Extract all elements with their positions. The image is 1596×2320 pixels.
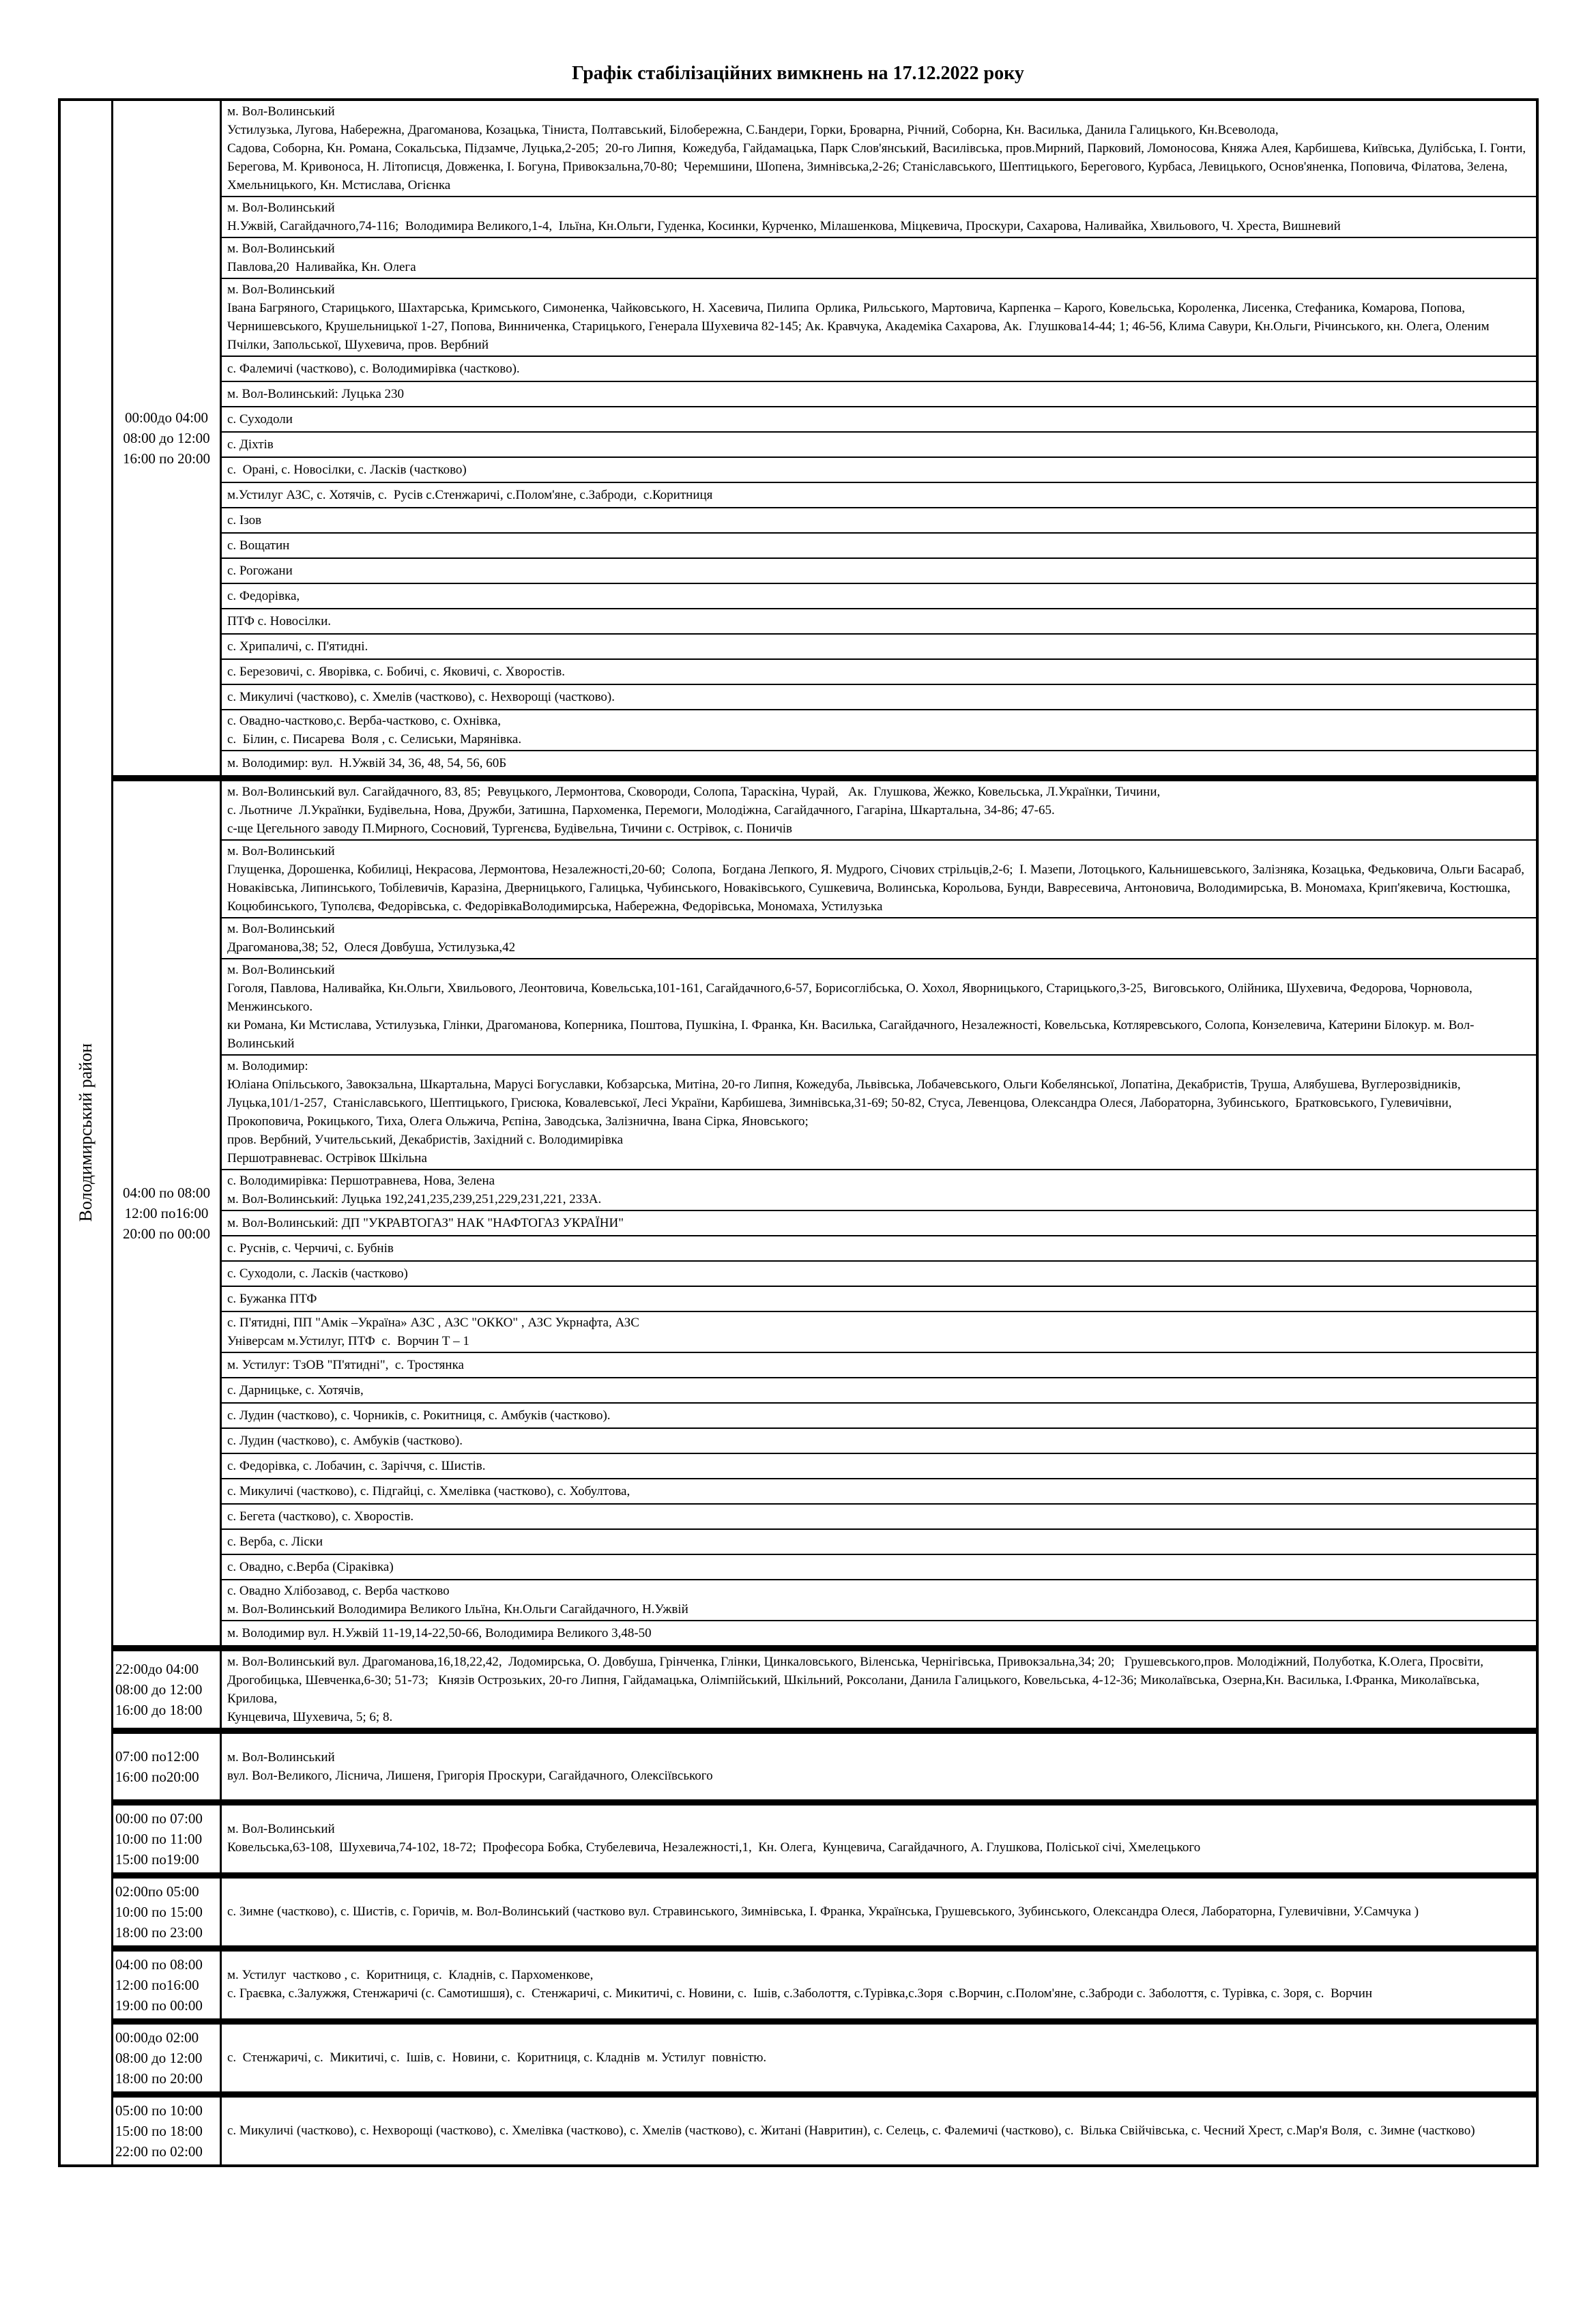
time-slot: 15:00 по19:00	[115, 1851, 199, 1868]
content-line: Гоголя, Павлова, Наливайка, Кн.Ольги, Хвильового, Леонтовича, Ковельська,101-161, Сагайдачного,6-57, Борисоглібська, О. Хохол, Яворницького, Старицького,3-25, Виговського, Олійника, Шухевича, Федорова, Чорновола,	[227, 981, 1472, 996]
content-row	[222, 482, 1536, 507]
content-line: пров. Вербний, Учительський, Декабристів, Західний с. Володимирівка	[227, 1133, 624, 1147]
content-line: Волинський	[227, 1036, 295, 1051]
content-line: с. Дарницьке, с. Хотячів,	[227, 1383, 364, 1397]
content-line: м. Вол-Волинський вул. Драгоманова,16,18,22,42, Лодомирська, О. Довбуша, Грінченка, Глінки, Цинкаловського, Віленська, Чернігівська, Привокзальна,34; 20; Грушевського,пров. Молодіжний, Полуботка, К.Олега, Просвіти,	[227, 1655, 1484, 1669]
content-line: с. Овадно-частково,с. Верба-частково, с. Охнівка,	[227, 714, 502, 728]
content-line: ПТФ с. Новосілки.	[227, 614, 331, 628]
time-cell	[113, 2025, 222, 2091]
time-cell	[113, 2098, 222, 2164]
content-line: ки Романа, Ки Мстислава, Устилузька, Глінки, Драгоманова, Коперника, Поштова, Пушкіна, І. Франка, Кн. Василька, Сагайдачного, Незалежності, Ковельська, Котляревського, Солопа, Конзелевича, Катерини Білокур. м. Вол-	[227, 1018, 1475, 1032]
time-slot: 05:00 по 10:00	[115, 2102, 203, 2119]
content-rows	[222, 101, 1536, 775]
schedule-table	[58, 98, 1539, 2167]
content-line: Дрогобицька, Шевченка,6-30; 51-73; Князів Острозьких, 20-го Липня, Гайдамацька, Олімпійський, Шкільний, Роксолани, Данила Галицького, Ковельська, 4-12-36; Миколаївська, Озерна,Кн. Василька, І.Франка, Миколаївська, Крилова,	[227, 1673, 1483, 1706]
content-line: Прокоповича, Рокицького, Тиха, Олега Ольжича, Рєпіна, Заводська, Залізнична, Івана Сірка, Яновського;	[227, 1114, 809, 1129]
content-rows	[222, 1806, 1536, 1872]
content-rows	[222, 2025, 1536, 2091]
time-slot: 08:00 до 12:00	[123, 430, 210, 446]
content-row	[222, 658, 1536, 684]
outage-group	[113, 2018, 1536, 2091]
content-row	[222, 1377, 1536, 1402]
content-row	[222, 196, 1536, 237]
content-row	[222, 1453, 1536, 1478]
content-line: с. Верба, с. Ліски	[227, 1535, 323, 1549]
outage-group	[113, 775, 1536, 1645]
content-row	[222, 1054, 1536, 1169]
content-row	[222, 2098, 1536, 2163]
outage-group	[113, 1945, 1536, 2018]
time-slot: 18:00 по 20:00	[115, 2070, 203, 2087]
content-line: с. Руснів, с. Черчичі, с. Бубнів	[227, 1241, 394, 1256]
time-slot: 16:00 по 20:00	[123, 450, 210, 467]
content-line: с. Бегета (частково), с. Хворостів.	[227, 1509, 414, 1524]
content-row	[222, 1806, 1536, 1871]
content-row	[222, 1311, 1536, 1352]
content-row	[222, 431, 1536, 456]
content-rows	[222, 1651, 1536, 1728]
outage-groups	[113, 101, 1536, 2164]
content-line: м. Устилуг: ТзОВ "П'ятидні", с. Тростянка	[227, 1358, 464, 1372]
outage-group	[113, 1728, 1536, 1799]
content-line: м. Вол-Волинський: Луцька 192,241,235,239,251,229,231,221, 233А.	[227, 1192, 602, 1206]
content-line: м. Вол-Волинський	[227, 922, 335, 936]
outage-group	[113, 101, 1536, 775]
content-line: м. Вол-Волинський	[227, 844, 335, 858]
content-row	[222, 1169, 1536, 1210]
content-line: с. Березовичі, с. Яворівка, с. Бобичі, с. Яковичі, с. Хворостів.	[227, 665, 565, 679]
content-row	[222, 1478, 1536, 1503]
content-row	[222, 958, 1536, 1054]
content-rows	[222, 2098, 1536, 2164]
content-line: с. Микуличі (частково), с. Підгайці, с. Хмелівка (частково), с. Хобултова,	[227, 1484, 630, 1498]
content-line: с. Микуличі (частково), с. Хмелів (частково), с. Нехворощі (частково).	[227, 690, 615, 704]
content-row	[222, 381, 1536, 406]
content-row	[222, 1427, 1536, 1453]
content-line: с. Суходоли, с. Ласків (частково)	[227, 1266, 408, 1281]
content-line: Новаківська, Липинського, Тобілевичів, Каразіна, Дверницького, Галицька, Чубинського, Новаківського, Сушкевича, Волинська, Корольова, Бунди, Вавресевича, Антоновича, Володимирська, В. Мономаха, Крип'якевича, Костюшка,	[227, 881, 1511, 895]
time-slot: 04:00 по 08:00	[123, 1185, 210, 1201]
time-cell	[113, 1879, 222, 1945]
content-line: Універсам м.Устилуг, ПТФ с. Ворчин Т – 1	[227, 1334, 469, 1348]
content-row	[222, 1286, 1536, 1311]
content-line: с. Діхтів	[227, 437, 274, 452]
content-line: с. Хрипаличі, с. П'ятидні.	[227, 639, 368, 654]
content-row	[222, 781, 1536, 839]
page-title: Графік стабілізаційних вимкнень на 17.12.2022 року	[572, 63, 1024, 84]
content-line: Драгоманова,38; 52, Олеся Довбуша, Устилузька,42	[227, 940, 516, 955]
content-row	[222, 532, 1536, 557]
content-row	[222, 1260, 1536, 1286]
time-slot: 10:00 по 11:00	[115, 1831, 203, 1847]
time-slot: 00:00 по 07:00	[115, 1810, 203, 1827]
content-line: с. Граєвка, с.Залужжя, Стенжаричі (с. Самотишшя), с. Стенжаричі, с. Микитичі, с. Новини, с. Ішів, с.Заболоття, с.Турівка,с.Зоря с.Ворчин, с.Полом'яне, с.Заброди с. Заболоття, с. Турівка, с. Зоря, с. Ворчин	[227, 1986, 1373, 2001]
content-row	[222, 507, 1536, 532]
content-row	[222, 1235, 1536, 1260]
time-slot: 02:00по 05:00	[115, 1883, 199, 1900]
time-slot: 04:00 по 08:00	[115, 1956, 203, 1973]
content-row	[222, 1579, 1536, 1620]
time-cell	[113, 1806, 222, 1872]
content-line: с-ще Цегельного заводу П.Мирного, Сосновий, Тургенєва, Будівельна, Тичини с. Острівок, с. Поничів	[227, 822, 793, 836]
content-rows	[222, 781, 1536, 1645]
content-row	[222, 2025, 1536, 2090]
content-row	[222, 917, 1536, 958]
time-slot: 22:00 по 02:00	[115, 2143, 203, 2160]
time-slot: 08:00 до 12:00	[115, 1681, 203, 1698]
content-line: с. Зимне (частково), с. Шистів, с. Горичів, м. Вол-Волинський (частково вул. Стравинського, Зимнівська, І. Франка, Українська, Грушевського, Зубинського, Олександра Олеся, Лабораторна, Гулевичівни, У.Самчука )	[227, 1904, 1419, 1919]
content-row	[222, 1734, 1536, 1799]
content-row	[222, 1620, 1536, 1645]
time-slot: 10:00 по 15:00	[115, 1904, 203, 1920]
content-row	[222, 1402, 1536, 1427]
time-slot: 12:00 по16:00	[115, 1977, 199, 1993]
content-line: м. Вол-Волинський	[227, 282, 335, 297]
outage-group	[113, 2091, 1536, 2164]
content-line: м. Вол-Волинський	[227, 1822, 335, 1836]
content-row	[222, 633, 1536, 658]
time-slot: 16:00 до 18:00	[115, 1702, 203, 1718]
time-slot: 12:00 по16:00	[124, 1205, 209, 1221]
content-line: с. Білин, с. Писарева Воля , с. Селиськи, Марянівка.	[227, 732, 522, 746]
content-line: м. Вол-Волинський	[227, 242, 335, 256]
content-line: м.Устилуг АЗС, с. Хотячів, с. Русів с.Стенжаричі, с.Полом'яне, с.Заброди, с.Коритниця	[227, 488, 713, 502]
time-cell	[113, 1952, 222, 2018]
content-row	[222, 1503, 1536, 1528]
content-row	[222, 1879, 1536, 1944]
content-line: м. Устилуг частково , с. Коритниця, с. Кладнів, с. Пархоменкове,	[227, 1968, 594, 1982]
time-slot: 08:00 до 12:00	[115, 2050, 203, 2066]
content-line: Павлова,20 Наливайка, Кн. Олега	[227, 260, 416, 274]
content-line: Устилузька, Лугова, Набережна, Драгоманова, Козацька, Тіниста, Полтавський, Білобережна, С.Бандери, Горки, Броварна, Річний, Соборна, Кн. Василька, Данила Галицького, Кн.Всеволода,	[227, 123, 1279, 137]
content-line: м. Вол-Волинський: ДП "УКРАВТОГАЗ" НАК "НАФТОГАЗ УКРАЇНИ"	[227, 1216, 624, 1230]
content-line: м. Вол-Волинський	[227, 1750, 335, 1765]
content-line: с. Федорівка,	[227, 589, 300, 603]
content-line: м. Володимир:	[227, 1059, 308, 1073]
time-cell	[113, 101, 222, 775]
content-line: Берегова, М. Кривоноса, Н. Літописця, Довженка, І. Богуна, Привокзальна,70-80; Черемшини, Шопена, Зимнівська,2-26; Станіславського, Шептицького, Берегового, Курбаса, Левицького, Основ'яненка, Поповича, Філатова, Зелена,	[227, 160, 1508, 174]
content-line: Н.Ужвій, Сагайдачного,74-116; Володимира Великого,1-4, Ільїна, Кн.Ольги, Гуденка, Косинки, Курченко, Мілашенкова, Міцкевича, Проскури, Сахарова, Наливайка, Хвильового, Ч. Хреста, Вишневий	[227, 219, 1341, 233]
content-line: Юліана Опільського, Завокзальна, Шкартальна, Марусі Богуславки, Кобзарська, Митіна, 20-го Липня, Кожедуба, Львівська, Лобачевського, Ольги Кобелянської, Лопатіна, Декабристів, Труша, Алябушева, Вуглерозвідників,	[227, 1077, 1461, 1092]
content-line: м. Вол-Волинський Володимира Великого Ільїна, Кн.Ольги Сагайдачного, Н.Ужвій	[227, 1602, 688, 1616]
content-line: с. Лудин (частково), с. Амбуків (частково).	[227, 1434, 463, 1448]
content-line: с. Стенжаричі, с. Микитичі, с. Ішів, с. Новини, с. Коритниця, с. Кладнів м. Устилуг повністю.	[227, 2050, 767, 2065]
content-row	[222, 750, 1536, 775]
content-line: с. Микуличі (частково), с. Нехворощі (частково), с. Хмелівка (частково), с. Хмелів (частково), с. Житані (Навритин), с. Селець, с. Фалемичі (частково), с. Вілька Свійчівська, с. Чесний Хрест, с.Мар'я Воля, с. Зимне (частково)	[227, 2123, 1475, 2138]
content-line: м. Вол-Волинський	[227, 104, 335, 119]
content-line: Луцька,101/1-257, Станіславського, Шептицького, Грисюка, Ковалевської, Лесі України, Карбишева, Зимнівська,31-69; 50-82, Стуса, Левенцова, Олександра Олеся, Лабораторна, Зубинського, Братковського, Гулевичівни,	[227, 1096, 1452, 1110]
content-line: Кунцевича, Шухевича, 5; 6; 8.	[227, 1710, 393, 1724]
outage-group	[113, 1872, 1536, 1945]
content-rows	[222, 1879, 1536, 1945]
content-line: Івана Багряного, Старицького, Шахтарська, Кримського, Симоненка, Чайковського, Н. Хасевича, Пилипа Орлика, Рильського, Мартовича, Карпенка – Карого, Ковельська, Короленка, Лисенка, Стефаника, Комарова, Попова,	[227, 301, 1466, 315]
content-line: Коцюбинського, Туполєва, Федорівська, с. ФедорівкаВолодимирська, Набережна, Федорівська, Мономаха, Устилузька	[227, 899, 883, 914]
content-line: м. Вол-Волинський	[227, 201, 335, 215]
content-row	[222, 583, 1536, 608]
content-row	[222, 101, 1536, 196]
content-line: м. Володимир вул. Н.Ужвій 11-19,14-22,50-66, Володимира Великого 3,48-50	[227, 1626, 652, 1640]
district-label: Володимирський район	[76, 1043, 96, 1222]
time-slot: 18:00 по 23:00	[115, 1924, 203, 1941]
time-slot: 07:00 по12:00	[115, 1748, 199, 1765]
time-cell	[113, 781, 222, 1645]
content-line: с. Федорівка, с. Лобачин, с. Заріччя, с. Шистів.	[227, 1459, 486, 1473]
content-row	[222, 1210, 1536, 1235]
district-column	[61, 101, 113, 2164]
content-line: с. Володимирівка: Першотравнева, Нова, Зелена	[227, 1174, 495, 1188]
content-row	[222, 237, 1536, 278]
time-slot: 00:00до 04:00	[124, 409, 209, 426]
content-row	[222, 839, 1536, 917]
outage-group	[113, 1799, 1536, 1872]
content-line: с. Фалемичі (частково), с. Володимирівка (частково).	[227, 362, 520, 376]
content-row	[222, 1554, 1536, 1579]
content-row	[222, 608, 1536, 633]
content-line: с. Орані, с. Новосілки, с. Ласків (частково)	[227, 463, 467, 477]
content-row	[222, 557, 1536, 583]
content-row	[222, 709, 1536, 750]
time-slot: 00:00до 02:00	[115, 2029, 199, 2046]
content-line: с. П'ятидні, ПП "Амік –Україна» АЗС , АЗС "ОККО" , АЗС Укрнафта, АЗС	[227, 1316, 639, 1330]
content-row	[222, 1651, 1536, 1728]
content-line: с. Овадно, с.Верба (Сіраківка)	[227, 1560, 394, 1574]
content-rows	[222, 1952, 1536, 2018]
content-line: с. Ізов	[227, 513, 262, 527]
content-row	[222, 456, 1536, 482]
outage-group	[113, 1645, 1536, 1728]
time-slot: 22:00до 04:00	[115, 1661, 199, 1677]
time-cell	[113, 1734, 222, 1799]
time-slot: 15:00 по 18:00	[115, 2123, 203, 2139]
content-row	[222, 1952, 1536, 2017]
content-line: Першотравневас. Острівок Шкільна	[227, 1151, 427, 1165]
time-cell	[113, 1651, 222, 1728]
content-line: с. Вощатин	[227, 538, 290, 553]
content-line: м. Вол-Волинський	[227, 963, 335, 977]
content-rows	[222, 1734, 1536, 1799]
content-line: м. Вол-Волинський: Луцька 230	[227, 387, 405, 401]
content-line: с. Льотниче Л.Українки, Будівельна, Нова, Дружби, Затишна, Пархоменка, Перемоги, Молодіжна, Сагайдачного, Гагаріна, Шкартальна, 34-86; 47-65.	[227, 803, 1055, 817]
content-line: с. Рогожани	[227, 564, 293, 578]
content-line: м. Володимир: вул. Н.Ужвій 34, 36, 48, 54, 56, 60Б	[227, 756, 507, 770]
content-line: с. Суходоли	[227, 412, 293, 426]
content-line: с. Лудин (частково), с. Чорників, с. Рокитниця, с. Амбуків (частково).	[227, 1408, 611, 1423]
time-slot: 19:00 по 00:00	[115, 1997, 203, 2014]
content-line: Садова, Соборна, Кн. Романа, Сокальська, Підзамче, Луцька,2-205; 20-го Липня, Кожедуба, Гайдамацька, Парк Слов'янський, Василівська, пров.Мирний, Парковий, Ломоносова, Княжа Алея, Карбишева, Київська, Дулібська, І. Гонти,	[227, 141, 1526, 156]
content-line: Глущенка, Дорошенка, Кобилиці, Некрасова, Лермонтова, Незалежності,20-60; Солопа, Богдана Лепкого, Я. Мудрого, Січових стрільців,2-6; І. Мазепи, Лотоцького, Кальнишевського, Залізняка, Козацька, Федьковича, Ольги Басараб,	[227, 862, 1524, 877]
content-row	[222, 406, 1536, 431]
content-line: Хмельницького, Кн. Мстислава, Огієнка	[227, 178, 451, 192]
content-line: вул. Вол-Великого, Ліснича, Лишеня, Григорія Проскури, Сагайдачного, Олексіївського	[227, 1769, 713, 1783]
content-row	[222, 684, 1536, 709]
content-line: м. Вол-Волинський вул. Сагайдачного, 83, 85; Ревуцького, Лермонтова, Сковороди, Солопа, Тараскіна, Чурай, Ак. Глушкова, Жежко, Ковельська, Л.Українки, Тичини,	[227, 785, 1161, 799]
content-row	[222, 1352, 1536, 1377]
content-row	[222, 356, 1536, 381]
time-slot: 20:00 по 00:00	[123, 1226, 210, 1242]
content-line: Ковельська,63-108, Шухевича,74-102, 18-72; Професора Бобка, Стубелевича, Незалежності,1, Кн. Олега, Кунцевича, Сагайдачного, А. Глушкова, Поліської січі, Хмелецького	[227, 1840, 1201, 1855]
content-line: с. Бужанка ПТФ	[227, 1292, 317, 1306]
content-line: Менжинського.	[227, 1000, 313, 1014]
content-line: Пчілки, Запольської, Шухевича, пров. Вербний	[227, 338, 489, 352]
content-line: Чернишевського, Крушельницької 1-27, Попова, Винниченка, Старицького, Генерала Шухевича 82-145; Ак. Кравчука, Академіка Сахарова, Ак. Глушкова14-44; 1; 46-56, Клима Савури, Кн.Ольги, Річинського, кн. Олега, Оленим	[227, 319, 1490, 334]
content-row	[222, 1528, 1536, 1554]
time-slot: 16:00 по20:00	[115, 1769, 199, 1785]
content-line: с. Овадно Хлібозавод, с. Верба частково	[227, 1584, 450, 1598]
content-row	[222, 278, 1536, 356]
